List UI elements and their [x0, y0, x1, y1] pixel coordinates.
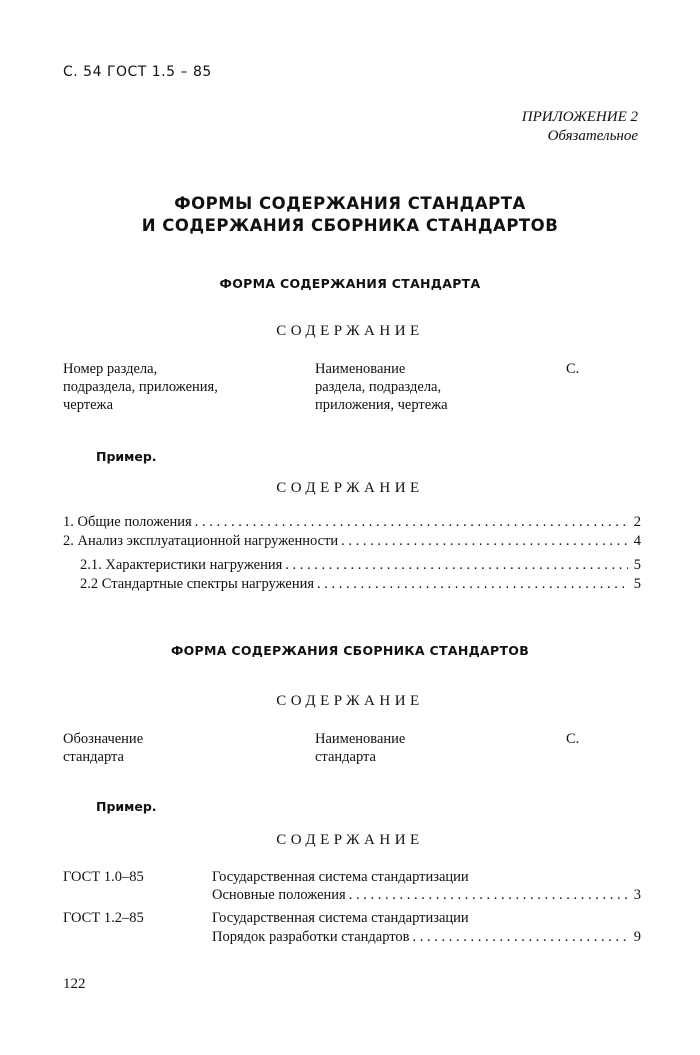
- column-heading-line: чертежа: [63, 397, 114, 413]
- toc-entry-title: 2.2 Стандартные спектры нагружения: [80, 576, 315, 592]
- toc-dot-leader: [413, 928, 628, 946]
- standard-form-number-column: [63, 360, 218, 414]
- standard-title-line: Государственная система стандартизации: [212, 869, 469, 885]
- toc-entry-title: 1. Общие положения: [63, 514, 192, 530]
- column-heading-line: Наименование: [315, 361, 406, 377]
- toc-entry: [63, 513, 641, 531]
- collection-form-example-contents-word: СОДЕРЖАНИЕ: [276, 832, 424, 848]
- appendix-block: [522, 108, 638, 146]
- running-head: С. 54 ГОСТ 1.5 – 85: [63, 64, 212, 80]
- standard-code: ГОСТ 1.0–85: [63, 869, 144, 885]
- toc-entry: [63, 532, 641, 550]
- toc-entry-page: 9: [633, 929, 641, 945]
- standard-title-line: Государственная система стандартизации: [212, 910, 469, 926]
- page-title: [0, 193, 700, 237]
- toc-entry-title: Основные положения: [212, 887, 346, 903]
- toc-entry-page: 2: [633, 514, 641, 530]
- column-heading-line: подраздела, приложения,: [63, 379, 218, 395]
- standard-code: ГОСТ 1.2–85: [63, 910, 144, 926]
- toc-entry-page: 4: [633, 533, 641, 549]
- standard-form-contents-word: СОДЕРЖАНИЕ: [276, 323, 424, 339]
- toc-entry-page: 5: [633, 576, 641, 592]
- toc-entry-page: 3: [633, 887, 641, 903]
- page-number: 122: [63, 976, 86, 992]
- toc-entry-title: 2. Анализ эксплуатационной нагруженности: [63, 533, 339, 549]
- standard-form-name-column: [315, 360, 448, 414]
- standard-form-heading: ФОРМА СОДЕРЖАНИЯ СТАНДАРТА: [219, 276, 481, 291]
- toc-entry: [212, 928, 641, 946]
- column-heading-line: Обозначение: [63, 731, 144, 747]
- toc-entry: [80, 575, 641, 593]
- column-heading-line: Номер раздела,: [63, 361, 158, 377]
- column-heading-line: Наименование: [315, 731, 406, 747]
- appendix-label: ПРИЛОЖЕНИЕ 2: [521, 109, 638, 125]
- toc-dot-leader: [349, 886, 628, 904]
- toc-dot-leader: [195, 513, 628, 531]
- toc-dot-leader: [285, 556, 627, 574]
- page-title-line-1: ФОРМЫ СОДЕРЖАНИЯ СТАНДАРТА: [174, 194, 526, 213]
- toc-entry-title: 2.1. Характеристики нагружения: [80, 557, 283, 573]
- collection-form-heading: ФОРМА СОДЕРЖАНИЯ СБОРНИКА СТАНДАРТОВ: [170, 643, 530, 658]
- standard-form-example-contents-word: СОДЕРЖАНИЕ: [276, 480, 424, 496]
- toc-entry-title: Порядок разработки стандартов: [212, 929, 410, 945]
- toc-dot-leader: [341, 532, 628, 550]
- collection-form-page-column: С.: [566, 731, 580, 747]
- column-heading-line: приложения, чертежа: [315, 397, 448, 413]
- collection-form-designation-column: [63, 730, 143, 766]
- page-title-line-2: И СОДЕРЖАНИЯ СБОРНИКА СТАНДАРТОВ: [141, 216, 559, 235]
- standard-form-page-column: С.: [566, 361, 580, 377]
- toc-dot-leader: [317, 575, 628, 593]
- column-heading-line: раздела, подраздела,: [315, 379, 442, 395]
- collection-form-example-label: Пример.: [96, 799, 157, 814]
- column-heading-line: стандарта: [315, 749, 376, 765]
- collection-form-contents-word: СОДЕРЖАНИЕ: [276, 693, 424, 709]
- toc-entry: [80, 556, 641, 574]
- collection-form-name-column: [315, 730, 405, 766]
- column-heading-line: стандарта: [63, 749, 124, 765]
- toc-entry-page: 5: [633, 557, 641, 573]
- standard-form-example-label: Пример.: [96, 449, 157, 464]
- appendix-status: Обязательное: [547, 128, 638, 144]
- toc-entry: [212, 886, 641, 904]
